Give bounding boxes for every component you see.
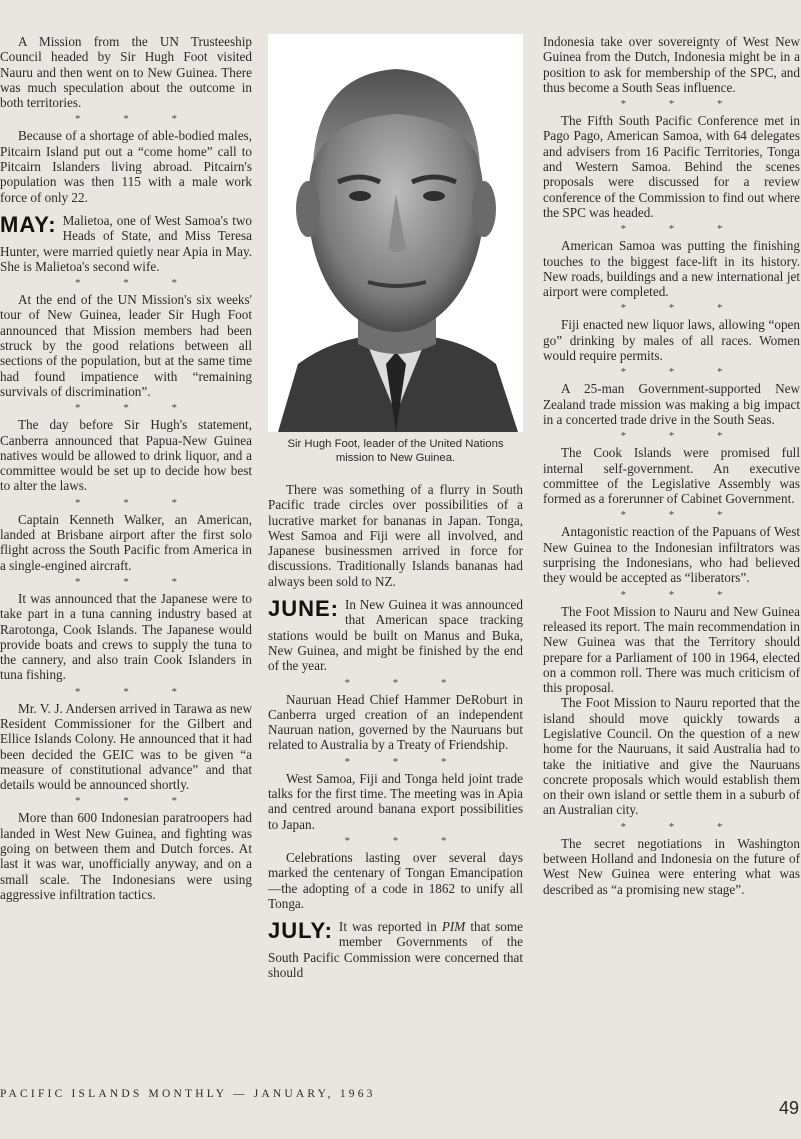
section-divider: * * * <box>344 755 447 768</box>
paragraph-un-mission: A Mission from the UN Trusteeship Council headed by Sir Hugh Foot visited Nauru and then went on to New Guinea. There was much speculation about the outcome in both territories. <box>0 34 252 111</box>
paragraph-andersen: Mr. V. J. Andersen arrived in Tarawa as new Resident Commissioner for the Gilbert and Ellice Islands Colony. He announced that it had been decided the GEIC was to be given “a measure of constitutional advance” and that details would be announced shortly. <box>0 700 252 793</box>
paragraph-nz-trade-mission: A 25-man Government-supported New Zealand trade mission was making a big impact in a concerted trade drive in the South Seas. <box>543 381 800 427</box>
page-number: 49 <box>778 1098 799 1118</box>
paragraph-foot-report: The Foot Mission to Nauru and New Guinea released its report. The main recommendation in New Guinea was that the Territory should prepare for a Parliament of 100 in 1964, elected on a common roll. There was much criticism of this proposal. <box>543 603 800 696</box>
portrait-photo <box>268 34 523 432</box>
month-heading-july: JULY: <box>268 918 333 944</box>
section-divider: * * * <box>620 509 723 522</box>
paragraph-deroburt: Nauruan Head Chief Hammer DeRoburt in Canberra urged creation of an independent Nauruan nation, governed by the Nauruans but related to Australia by a Treaty of Friendship. <box>268 691 523 753</box>
paragraph-tongan-emancipation: Celebrations lasting over several days marked the centenary of Tongan Emancipation—the adopting of a code in 1862 to unify all Tonga. <box>268 849 523 911</box>
paragraph-fiji-liquor: Fiji enacted new liquor laws, allowing “open go” drinking by males of all races. Women would require permits. <box>543 317 800 364</box>
section-divider: * * * <box>344 676 447 689</box>
paragraph-bananas: There was something of a flurry in South Pacific trade circles over possibilities of a lucrative market for bananas in Japan. Tonga, West Samoa and Fiji were all involved, and Japanese businessmen arrived in force for discussions. Traditionally Islands bananas had always been sold to NZ. <box>268 482 523 589</box>
section-divider: * * * <box>75 795 177 808</box>
paragraph-papuans: Antagonistic reaction of the Papuans of West New Guinea to the Indonesian infiltrators was surprising the Indonesians, who had believed they would be accepted as “liberators”. <box>543 524 800 586</box>
paragraph-mission-tour: At the end of the UN Mission's six weeks' tour of New Guinea, leader Sir Hugh Foot announced that Mission members had been struck by the good relations between all sections of the population, but at the same time had found impatience with “remaining survivals of discrimination”. <box>0 292 252 399</box>
section-divider: * * * <box>75 575 177 588</box>
photo-caption: Sir Hugh Foot, leader of the United Nations mission to New Guinea. <box>287 438 504 464</box>
july-text-start: It was reported in <box>338 919 442 935</box>
paragraph-nauru-report: The Foot Mission to Nauru reported that the island should move quickly towards a Legislative Council. On the question of a new home for the Nauruans, it said Australia had to take the initiative and give the Nauruans concrete proposals which would establish them on their own island or settle them in a suburb of an Australian city. <box>543 695 800 818</box>
section-divider: * * * <box>620 302 723 315</box>
paragraph-tuna: It was announced that the Japanese were to take part in a tuna canning industry based at Rarotonga, Cook Islands. The Japanese would provide boats and crews to supply the tuna to the cannery, and also train Cook Islanders in tuna fishing. <box>0 590 252 683</box>
section-divider: * * * <box>75 277 177 290</box>
paragraph-malietoa: Malietoa, one of West Samoa's two Heads of State, and Miss Teresa Hunter, were married quietly near Apia in May. She is Malietoa's second wife. <box>0 212 252 274</box>
section-divider: * * * <box>620 98 723 111</box>
july-section <box>268 919 523 980</box>
paragraph-cook-islands: The Cook Islands were promised full internal self-government. An executive committee of the Legislative Assembly was formed as a forerunner of Cabinet Government. <box>543 445 800 507</box>
paragraph-paratroopers: More than 600 Indonesian paratroopers had landed in West New Guinea, and fighting was going on between them and Dutch forces. At last it was war, unofficially anyway, and on a small scale. The Indonesians were using aggressive infiltration tactics. <box>0 810 252 902</box>
paragraph-washington-talks: The secret negotiations in Washington between Holland and Indonesia on the future of West New Guinea were entering what was described as “a promising new stage”. <box>543 835 800 897</box>
pim-abbreviation: PIM <box>441 919 466 935</box>
section-divider: * * * <box>75 496 177 509</box>
paragraph-trade-talks: West Samoa, Fiji and Tonga held joint trade talks for the first time. The meeting was in Apia and centred around banana export possibilities to Japan. <box>268 770 523 832</box>
paragraph-walker-flight: Captain Kenneth Walker, an American, landed at Brisbane airport after the first solo flight across the South Pacific from America in a single-engined aircraft. <box>0 511 252 573</box>
section-divider: * * * <box>620 366 723 379</box>
section-divider: * * * <box>620 588 723 601</box>
column-2 <box>268 440 523 980</box>
column-3 <box>543 34 800 897</box>
section-divider: * * * <box>344 834 447 847</box>
section-divider: * * * <box>620 820 723 833</box>
section-divider: * * * <box>620 430 723 443</box>
section-divider: * * * <box>75 685 177 698</box>
month-heading-may: MAY: <box>0 211 57 237</box>
section-divider: * * * <box>75 113 177 126</box>
section-divider: * * * <box>75 402 177 415</box>
paragraph-liquor: The day before Sir Hugh's statement, Canberra announced that Papua-New Guinea natives would be allowed to drink liquor, and a committee would be set up to decide how best to alter the laws. <box>0 417 252 494</box>
section-divider: * * * <box>620 223 723 236</box>
paragraph-fifth-conference: The Fifth South Pacific Conference met in Pago Pago, American Samoa, with 64 delegates and advisers from 16 Pacific Territories, Tonga and Western Samoa. Behind the scenes proposals were discussed for a review conference of the Commission to find out where the SPC was headed. <box>543 113 800 220</box>
paragraph-pitcairn: Because of a shortage of able-bodied males, Pitcairn Island put out a “come home” call to Pitcairn Islanders living abroad. Pitcairn's population was then 115 with a male work force of only 22. <box>0 128 252 205</box>
paragraph-space-tracking: In New Guinea it was announced that American space tracking stations would be built on Manus and Buka, New Guinea, and might be finished by the end of the year. <box>268 597 523 674</box>
paragraph-spc-membership: Indonesia take over sovereignty of West New Guinea from the Dutch, Indonesia might be in a position to ask for membership of the SPC, and thus become a South Seas influence. <box>543 34 800 95</box>
june-section <box>268 597 523 673</box>
month-heading-june: JUNE: <box>268 596 340 622</box>
july-text-end: that some member Governments of the South Pacific Commission were concerned that should <box>268 919 523 981</box>
running-footer: PACIFIC ISLANDS MONTHLY — JANUARY, 1963 <box>0 1088 376 1100</box>
paragraph-american-samoa: American Samoa was putting the finishing touches to the biggest face-lift in its history. New roads, buildings and a new international jet airport were completed. <box>543 238 800 300</box>
may-section <box>0 213 252 274</box>
portrait-image <box>268 34 523 432</box>
column-1 <box>0 34 252 902</box>
